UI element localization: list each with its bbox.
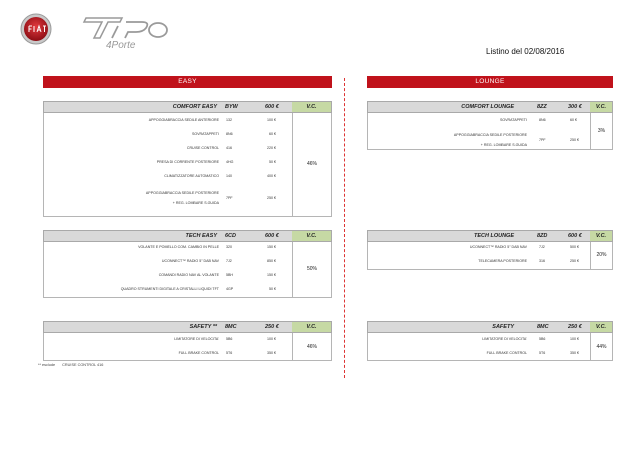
model-subtitle: 4Porte bbox=[106, 40, 136, 51]
option-code: 4GP bbox=[226, 287, 234, 291]
option-price: 250 € bbox=[570, 138, 579, 142]
option-price: 250 € bbox=[570, 259, 579, 263]
option-description: FULL BRAKE CONTROL bbox=[486, 351, 527, 355]
option-description-line2: + REG. LOMBARE S.GUIDA bbox=[480, 143, 527, 147]
discount-percent: 44% bbox=[596, 344, 607, 350]
option-description: SOVRATAPPETI bbox=[191, 132, 219, 136]
price-list-date: Listino del 02/08/2016 bbox=[486, 47, 565, 56]
package-price: 600 € bbox=[568, 233, 582, 239]
option-description: CLIMATIZZATORE AUTOMATICO bbox=[164, 174, 219, 178]
package-code: 8MC bbox=[225, 324, 237, 330]
package-header bbox=[367, 101, 613, 113]
package-name: TECH EASY bbox=[185, 233, 217, 239]
discount-percent: 46% bbox=[306, 161, 317, 167]
package-tech-lounge bbox=[367, 230, 613, 270]
option-code: 8N6 bbox=[226, 132, 233, 136]
option-price: 500 € bbox=[570, 245, 579, 249]
package-body bbox=[43, 242, 332, 298]
package-code: 8ZZ bbox=[537, 104, 547, 110]
option-price: 50 € bbox=[269, 160, 276, 164]
package-name: COMFORT LOUNGE bbox=[461, 104, 514, 110]
package-name: COMFORT EASY bbox=[172, 104, 217, 110]
vc-label: V.C. bbox=[292, 102, 331, 112]
package-header bbox=[367, 230, 613, 242]
option-code: 320 bbox=[226, 245, 232, 249]
option-description: CRUISE CONTROL bbox=[186, 146, 219, 150]
package-code: 6CD bbox=[225, 233, 237, 239]
option-code: 7PF bbox=[539, 138, 546, 142]
option-code: 5T6 bbox=[539, 351, 546, 355]
option-description: TELECAMERA POSTERIORE bbox=[478, 259, 527, 263]
option-code: 5T6 bbox=[226, 351, 233, 355]
package-name: SAFETY ** bbox=[189, 324, 217, 330]
option-description: UCONNECT™ RADIO 5" DAB NAV bbox=[469, 245, 527, 249]
fiat-logo-icon bbox=[20, 13, 52, 45]
package-body bbox=[367, 113, 613, 150]
discount-percent: 20% bbox=[596, 252, 607, 258]
package-price: 300 € bbox=[568, 104, 582, 110]
option-price: 100 € bbox=[267, 337, 276, 341]
option-code: 416 bbox=[226, 146, 232, 150]
package-price: 600 € bbox=[265, 233, 279, 239]
vc-label: V.C. bbox=[292, 322, 331, 332]
option-description: PRESA DI CORRENTE POSTERIORE bbox=[156, 160, 219, 164]
option-price: 100 € bbox=[267, 118, 276, 122]
discount-percent: 46% bbox=[306, 344, 317, 350]
option-description: APPOGGIABRACCIA SEDILE POSTERIORE bbox=[145, 191, 219, 195]
package-safety-easy bbox=[43, 321, 332, 361]
option-description: LIMITATORE DI VELOCITA' bbox=[482, 337, 527, 341]
package-safety-lounge bbox=[367, 321, 613, 361]
option-price: 250 € bbox=[267, 196, 276, 200]
package-body bbox=[367, 333, 613, 361]
package-name: TECH LOUNGE bbox=[473, 233, 514, 239]
option-price: 150 € bbox=[267, 273, 276, 277]
option-code: 7J2 bbox=[226, 259, 232, 263]
option-code: 7J2 bbox=[539, 245, 545, 249]
option-code: 8N6 bbox=[539, 118, 546, 122]
option-description: APPOGGIABRACCIA SEDILE ANTERIORE bbox=[148, 118, 219, 122]
footnote-text: CRUISE CONTROL 416 bbox=[62, 363, 104, 367]
option-price: 850 € bbox=[267, 259, 276, 263]
package-code: 8ZD bbox=[537, 233, 548, 239]
package-header bbox=[43, 321, 332, 333]
package-body bbox=[43, 113, 332, 217]
tipo-logo-icon bbox=[82, 12, 172, 40]
option-price: 60 € bbox=[570, 118, 577, 122]
option-description: SOVRATAPPETI bbox=[499, 118, 527, 122]
column-divider bbox=[344, 78, 345, 378]
package-comfort-easy bbox=[43, 101, 332, 217]
package-header bbox=[367, 321, 613, 333]
vc-label: V.C. bbox=[590, 102, 612, 112]
option-price: 60 € bbox=[269, 132, 276, 136]
option-code: 4HG bbox=[226, 160, 234, 164]
option-code: 5B6 bbox=[226, 337, 233, 341]
option-description: COMANDI RADIO NAV AL VOLANTE bbox=[158, 273, 219, 277]
option-price: 350 € bbox=[267, 351, 276, 355]
option-code: 5B6 bbox=[539, 337, 546, 341]
package-comfort-lounge bbox=[367, 101, 613, 150]
option-code: 140 bbox=[226, 174, 232, 178]
package-header bbox=[43, 230, 332, 242]
option-price: 150 € bbox=[267, 245, 276, 249]
vc-label: V.C. bbox=[292, 231, 331, 241]
option-code: 5BH bbox=[226, 273, 233, 277]
package-price: 600 € bbox=[265, 104, 279, 110]
option-code: 316 bbox=[539, 259, 545, 263]
discount-percent: 50% bbox=[306, 266, 317, 272]
column-header-easy: EASY bbox=[43, 76, 332, 88]
option-description: QUADRO STRUMENTI DIGITALE A CRISTALLI LIQUIDI TFT bbox=[120, 287, 219, 291]
footnote bbox=[38, 363, 103, 367]
package-body bbox=[43, 333, 332, 361]
option-description: APPOGGIABRACCIA SEDILE POSTERIORE bbox=[453, 133, 527, 137]
option-description: LIMITATORE DI VELOCITA' bbox=[174, 337, 219, 341]
package-code: 8MC bbox=[537, 324, 549, 330]
option-code: 7PF bbox=[226, 196, 233, 200]
package-price: 250 € bbox=[568, 324, 582, 330]
discount-percent: 3% bbox=[597, 128, 606, 134]
option-description: VOLANTE E POMELLO COM. CAMBIO IN PELLE bbox=[138, 245, 219, 249]
package-header bbox=[43, 101, 332, 113]
option-description: UCONNECT™ RADIO 5" DAB NAV bbox=[161, 259, 219, 263]
option-price: 350 € bbox=[570, 351, 579, 355]
option-description: FULL BRAKE CONTROL bbox=[178, 351, 219, 355]
option-price: 100 € bbox=[570, 337, 579, 341]
option-price: 50 € bbox=[269, 287, 276, 291]
column-header-lounge: LOUNGE bbox=[367, 76, 613, 88]
vc-label: V.C. bbox=[590, 322, 612, 332]
option-description-line2: + REG. LOMBARE S.GUIDA bbox=[172, 201, 219, 205]
package-name: SAFETY bbox=[492, 324, 514, 330]
package-code: BYW bbox=[225, 104, 238, 110]
option-price: 220 € bbox=[267, 146, 276, 150]
footnote-mark: ** esclude bbox=[38, 363, 56, 367]
package-tech-easy bbox=[43, 230, 332, 298]
option-price: 400 € bbox=[267, 174, 276, 178]
option-code: 132 bbox=[226, 118, 232, 122]
vc-label: V.C. bbox=[590, 231, 612, 241]
package-price: 250 € bbox=[265, 324, 279, 330]
package-body bbox=[367, 242, 613, 270]
